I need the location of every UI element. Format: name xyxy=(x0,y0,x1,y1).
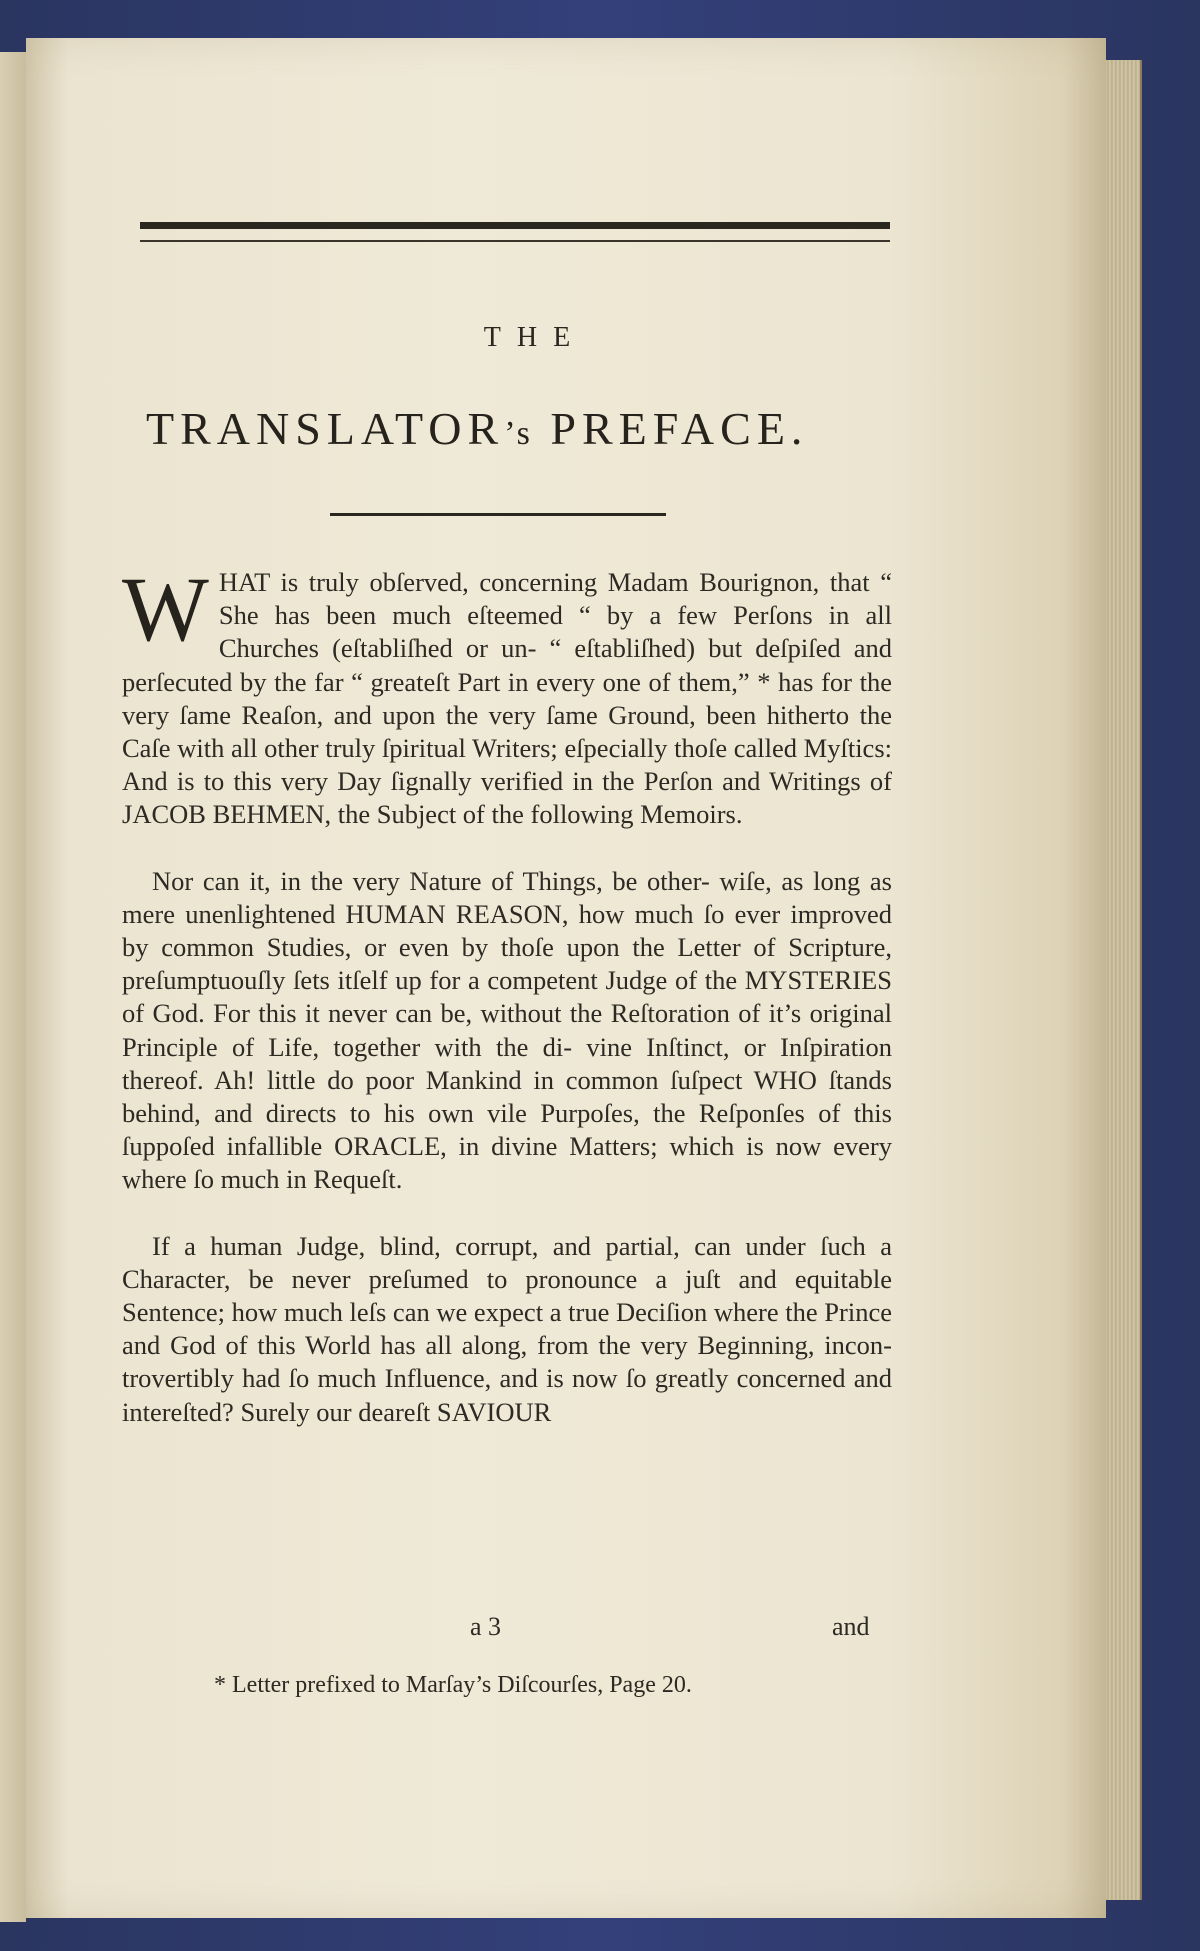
title-caps: TRANSLATOR xyxy=(146,403,505,454)
signature-mark: a 3 xyxy=(470,1612,502,1641)
title-possessive: ’s xyxy=(504,415,533,452)
header-rule-thin xyxy=(140,240,890,242)
preface-body xyxy=(122,558,892,1462)
paragraph-2 xyxy=(122,865,892,1197)
page-stack-edge xyxy=(1106,60,1142,1900)
footnote: * Letter prefixed to Marſay’s Diſcourſes, Page 20. xyxy=(214,1672,692,1698)
heading-the: THE xyxy=(483,322,587,353)
catchword: and xyxy=(832,1612,870,1641)
page-title xyxy=(146,402,906,455)
paragraph-3 xyxy=(122,1230,892,1429)
paragraph-text: HAT is truly obſerved, concerning Madam Bourignon, that “ She has been much eſteemed “ by a few Perſons in all Churches (eſtabliſhed or un- “ eſtabliſhed) but deſpiſed and perſecuted by the far “ greateſt Part in every one of them,” * has for the very ſame Reaſon, and upon the very ſame Ground, been hitherto the Caſe with all other truly ſpiritual Writers; eſpecially thoſe called Myſtics: And is to this very Day ſignally verified in the Perſon and Writings of JACOB BEHMEN, the Subject of the following Memoirs. xyxy=(122,567,892,830)
title-rest: PREFACE. xyxy=(550,403,809,454)
drop-cap: W xyxy=(122,558,209,660)
title-rule xyxy=(330,513,666,516)
paragraph-text: Nor can it, in the very Nature of Things, be other- wiſe, as long as mere unenlightened HUMAN REASON, how much ſo ever improved by common Studies, or even by thoſe upon the Letter of Scripture, preſumptuouſly ſets itſelf up for a competent Judge of the MYSTERIES of God. For this it never can be, without the Reſtoration of it’s original Principle of Life, together with the di- vine Inſtinct, or Inſpiration thereof. Ah! little do poor Mankind in common ſuſpect WHO ſtands behind, and directs to his own vile Purpoſes, the Reſponſes of this ſuppoſed infallible ORACLE, in divine Matters; which is now every where ſo much in Requeſt. xyxy=(122,865,892,1195)
paragraph-text: If a human Judge, blind, corrupt, and partial, can under ſuch a Character, be never preſumed to pronounce a juſt and equitable Sentence; how much leſs can we expect a true Deciſion where the Prince and God of this World has all along, from the very Beginning, incon- trovertibly had ſo much Influence, and is now ſo greatly concerned and intereſted? Surely our deareſt SAVIOUR xyxy=(122,1230,892,1427)
paragraph-1 xyxy=(122,558,892,832)
header-rule-thick xyxy=(140,222,890,229)
